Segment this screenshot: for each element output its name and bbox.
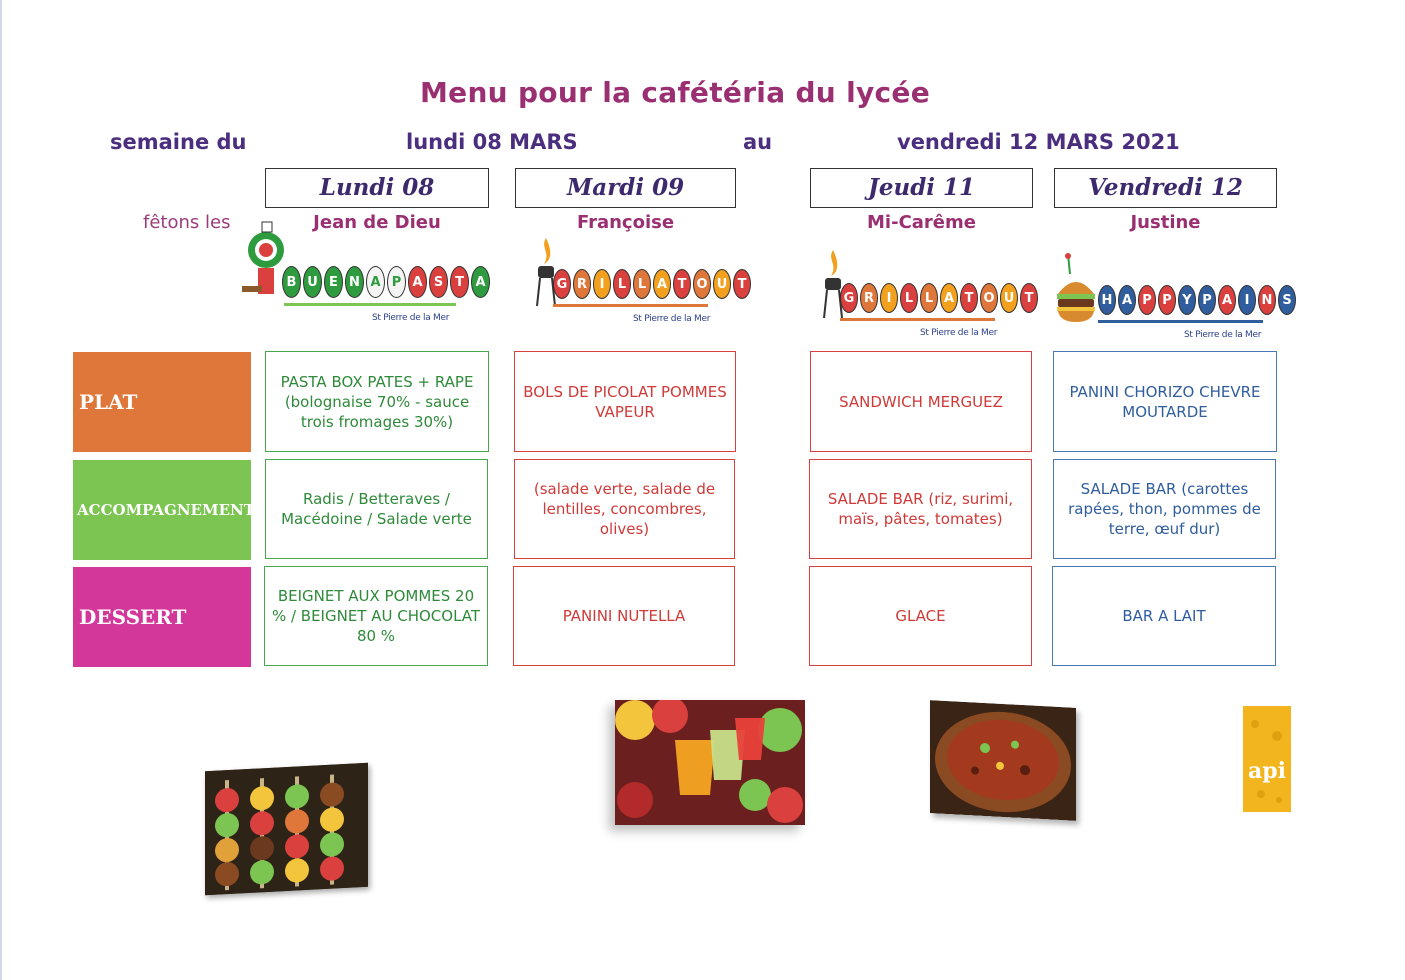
logo-letter: P (1158, 285, 1176, 315)
fruits-photo (615, 700, 805, 825)
week-start: lundi 08 MARS (406, 130, 578, 154)
page-title: Menu pour la cafétéria du lycée (419, 76, 931, 109)
logo-letter: R (860, 283, 878, 313)
happypains-logo (1056, 252, 1292, 352)
logo-letter: L (633, 269, 651, 299)
grillatout-logo-thursday (822, 248, 1034, 348)
logo-subtitle: St Pierre de la Mer (633, 314, 711, 324)
saint-thursday: Mi-Carême (867, 212, 976, 233)
day-header-friday: Vendredi 12 (1054, 168, 1277, 208)
logo-letter: I (1238, 285, 1256, 315)
menu-cell-dessert-thursday: GLACE (809, 566, 1032, 666)
week-connector: au (743, 130, 773, 154)
logo-letter: L (613, 269, 631, 299)
day-header-tuesday: Mardi 09 (515, 168, 736, 208)
logo-letter: A (471, 266, 490, 298)
logo-letter: T (450, 266, 469, 298)
buenapasta-logo (238, 218, 486, 333)
buenapasta-letters (282, 266, 490, 298)
logo-letter: R (573, 269, 591, 299)
grillatout-letters (553, 269, 751, 299)
logo-letter: T (1020, 283, 1038, 313)
logo-letter: P (1198, 285, 1216, 315)
saint-monday: Jean de Dieu (313, 212, 441, 233)
logo-letter: E (324, 266, 343, 298)
skewers-illustration (205, 763, 368, 896)
chili-dish-illustration (930, 700, 1076, 821)
menu-cell-dessert-tuesday: PANINI NUTELLA (513, 566, 735, 666)
day-header-monday: Lundi 08 (265, 168, 489, 208)
happypains-letters (1098, 285, 1296, 315)
menu-cell-accompagnement-thursday: SALADE BAR (riz, surimi, maïs, pâtes, tomates) (809, 459, 1032, 559)
day-header-thursday: Jeudi 11 (810, 168, 1033, 208)
logo-letter: A (940, 283, 958, 313)
logo-underline (1098, 320, 1263, 323)
logo-letter: P (1138, 285, 1156, 315)
menu-cell-plat-monday: PASTA BOX PATES + RAPE (bolognaise 70% - sauce trois fromages 30%) (265, 351, 489, 452)
logo-letter: T (733, 269, 751, 299)
logo-letter: A (653, 269, 671, 299)
week-end: vendredi 12 MARS 2021 (897, 130, 1180, 154)
logo-letter: U (713, 269, 731, 299)
logo-letter: A (1218, 285, 1236, 315)
brochettes-photo (205, 763, 368, 896)
logo-letter: H (1098, 285, 1116, 315)
grillatout-letters (840, 283, 1038, 313)
api-logo-text: api (1248, 758, 1286, 784)
logo-letter: T (673, 269, 691, 299)
logo-subtitle: St Pierre de la Mer (1184, 330, 1262, 340)
logo-underline (840, 318, 995, 321)
logo-letter: Y (1178, 285, 1196, 315)
menu-cell-accompagnement-friday: SALADE BAR (carottes rapées, thon, pommes de terre, œuf dur) (1053, 459, 1276, 559)
menu-cell-dessert-friday: BAR A LAIT (1052, 566, 1276, 666)
logo-letter: A (408, 266, 427, 298)
logo-letter: G (840, 283, 858, 313)
fetons-label: fêtons les (143, 212, 231, 233)
burger-icon (1056, 252, 1096, 327)
row-label-dessert: DESSERT (73, 567, 251, 667)
fruits-smoothies-illustration (615, 700, 805, 825)
logo-letter: N (1258, 285, 1276, 315)
logo-letter: U (303, 266, 322, 298)
menu-cell-plat-tuesday: BOLS DE PICOLAT POMMES VAPEUR (514, 351, 736, 452)
logo-letter: U (1000, 283, 1018, 313)
logo-letter: A (366, 266, 385, 298)
logo-underline (284, 303, 456, 306)
logo-letter: T (960, 283, 978, 313)
api-logo (1243, 706, 1291, 812)
menu-cell-dessert-monday: BEIGNET AUX POMMES 20 % / BEIGNET AU CHOCOLAT 80 % (264, 566, 488, 666)
logo-subtitle: St Pierre de la Mer (920, 328, 998, 338)
week-label: semaine du (110, 130, 247, 154)
logo-letter: O (693, 269, 711, 299)
grillatout-logo-tuesday (535, 236, 747, 336)
logo-underline (553, 304, 708, 307)
logo-letter: I (593, 269, 611, 299)
row-label-accompagnement: ACCOMPAGNEMENT (73, 460, 251, 560)
menu-cell-plat-friday: PANINI CHORIZO CHEVRE MOUTARDE (1053, 351, 1277, 452)
logo-letter: O (980, 283, 998, 313)
menu-cell-accompagnement-tuesday: (salade verte, salade de lentilles, concombres, olives) (514, 459, 735, 559)
saint-friday: Justine (1130, 212, 1201, 233)
logo-letter: L (900, 283, 918, 313)
logo-letter: G (553, 269, 571, 299)
row-label-plat: PLAT (73, 352, 251, 452)
menu-cell-plat-thursday: SANDWICH MERGUEZ (810, 351, 1032, 452)
logo-letter: L (920, 283, 938, 313)
page-edge (0, 0, 2, 980)
chili-photo (930, 700, 1076, 821)
logo-letter: B (282, 266, 301, 298)
logo-letter: S (1278, 285, 1296, 315)
saint-tuesday: Françoise (576, 212, 675, 233)
logo-letter: N (345, 266, 364, 298)
logo-letter: I (880, 283, 898, 313)
logo-subtitle: St Pierre de la Mer (372, 313, 450, 323)
logo-letter: P (387, 266, 406, 298)
menu-cell-accompagnement-monday: Radis / Betteraves / Macédoine / Salade verte (265, 459, 488, 559)
logo-letter: A (1118, 285, 1136, 315)
logo-letter: S (429, 266, 448, 298)
